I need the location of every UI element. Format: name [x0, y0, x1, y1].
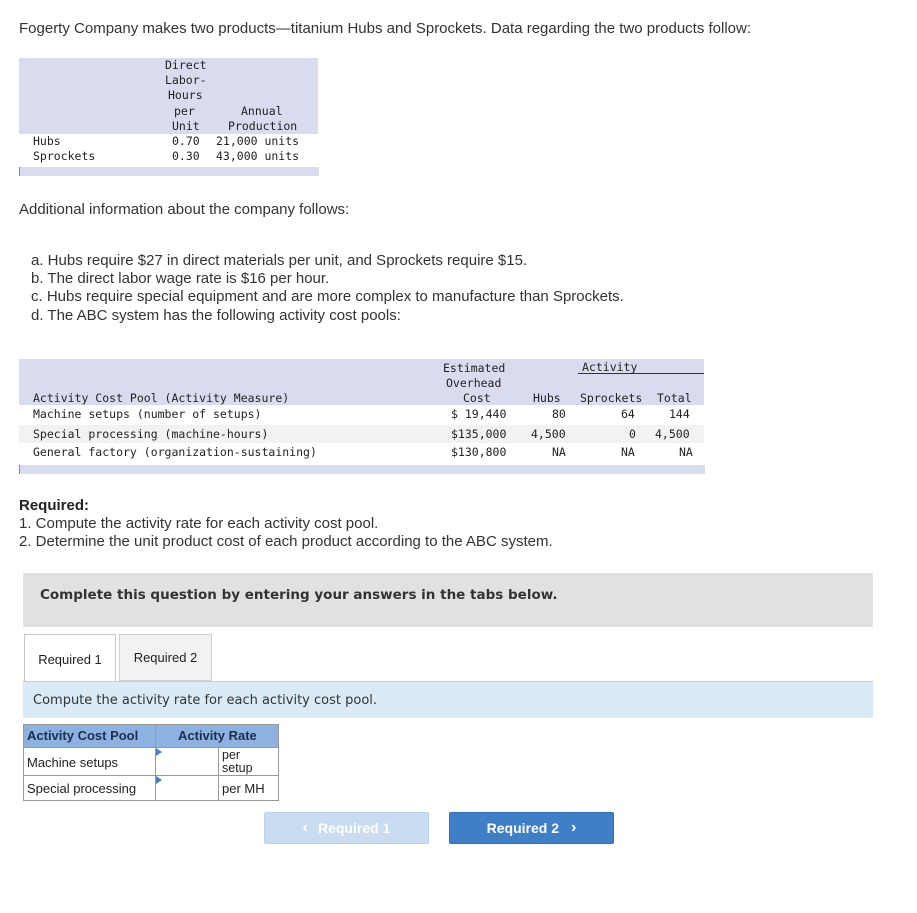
row-cost: $ 19,440: [451, 407, 507, 421]
table-footer-bar: [19, 465, 705, 474]
row-sprockets: 64: [621, 407, 635, 421]
activity-cost-pool-table: [19, 359, 704, 474]
unit-line-2: setup: [222, 761, 253, 775]
col-header-dlh-2: Labor-: [165, 73, 207, 87]
col-header-dlh-1: Direct: [165, 58, 207, 72]
intro-text: Fogerty Company makes two products—titanium Hubs and Sprockets. Data regarding the two products follow:: [19, 20, 752, 37]
info-item-c: c. Hubs require special equipment and are more complex to manufacture than Sprockets.: [31, 288, 624, 306]
machine-setups-rate-input[interactable]: [155, 747, 219, 776]
row-sprockets: NA: [621, 445, 635, 459]
row-cost: $135,000: [451, 427, 507, 441]
additional-info-heading: Additional information about the company follows:: [19, 201, 350, 218]
row-sprockets: 0: [629, 427, 636, 441]
row-pool: General factory (organization-sustaining): [33, 445, 317, 459]
next-button[interactable]: [449, 812, 614, 844]
chevron-left-icon: ‹: [302, 819, 308, 836]
col-header-dlh-3: Hours: [168, 88, 203, 102]
tab-required-1[interactable]: Required 1: [24, 634, 116, 683]
col-header-activity: Activity: [582, 360, 638, 374]
tab-instruction-panel: [23, 681, 873, 718]
info-item-a: a. Hubs require $27 in direct materials per unit, and Sprockets require $15.: [31, 252, 528, 269]
col-header-prod-2: Production: [228, 119, 298, 133]
row-total: 144: [669, 407, 690, 421]
answer-row-pool: Special processing: [23, 775, 156, 801]
answer-unit-mh: per MH: [218, 775, 279, 801]
next-button-label: Required 2: [486, 820, 560, 836]
product-data-table: [19, 58, 318, 176]
table-footer-bar: [19, 167, 319, 176]
prev-button-label: Required 1: [317, 820, 391, 836]
col-header-pool: Activity Cost Pool (Activity Measure): [33, 391, 290, 405]
col-header-sprockets: Sprockets: [580, 391, 643, 405]
col-header-hubs: Hubs: [533, 391, 561, 405]
col-header-dlh-5: Unit: [172, 119, 200, 133]
row-prod: 21,000 units: [216, 134, 300, 148]
input-flag-icon: [156, 748, 162, 756]
instruction-banner: [23, 573, 873, 627]
required-list: [19, 515, 553, 551]
answer-row-pool: Machine setups: [23, 747, 156, 776]
prev-button[interactable]: [264, 812, 429, 844]
row-dlh: 0.70: [172, 134, 200, 148]
row-pool: Machine setups (number of setups): [33, 407, 262, 421]
info-item-b: b. The direct labor wage rate is $16 per hour.: [31, 270, 330, 288]
chevron-right-icon: ›: [571, 819, 577, 836]
required-item-1: 1. Compute the activity rate for each activity cost pool.: [19, 515, 379, 532]
panel-text: Compute the activity rate for each activity cost pool.: [33, 693, 378, 708]
col-header-total: Total: [657, 391, 692, 405]
col-header-cost-2: Overhead: [446, 376, 502, 390]
row-hubs: 4,500: [531, 427, 566, 441]
instruction-text: Complete this question by entering your answers in the tabs below.: [40, 587, 558, 603]
answer-unit-setup: [218, 747, 279, 776]
tab-required-2[interactable]: Required 2: [119, 634, 212, 681]
col-header-prod-1: Annual: [241, 104, 283, 118]
row-hubs: 80: [552, 407, 566, 421]
row-name: Hubs: [33, 134, 61, 148]
required-heading: Required:: [19, 497, 90, 514]
row-total: 4,500: [655, 427, 690, 441]
answer-header-pool: Activity Cost Pool: [23, 724, 156, 748]
row-total: NA: [679, 445, 693, 459]
special-processing-rate-input[interactable]: [155, 775, 219, 801]
unit-line-1: per: [222, 748, 241, 762]
row-hubs: NA: [552, 445, 566, 459]
col-header-cost-1: Estimated: [443, 361, 506, 375]
col-header-cost-3: Cost: [463, 391, 491, 405]
input-flag-icon: [156, 776, 162, 784]
row-prod: 43,000 units: [216, 149, 300, 163]
required-item-2: 2. Determine the unit product cost of each product according to the ABC system.: [19, 533, 553, 551]
row-dlh: 0.30: [172, 149, 200, 163]
col-header-dlh-4: per: [174, 104, 195, 118]
row-cost: $130,800: [451, 445, 507, 459]
row-name: Sprockets: [33, 149, 96, 163]
row-pool: Special processing (machine-hours): [33, 427, 269, 441]
info-list: [31, 252, 624, 325]
answer-header-rate: Activity Rate: [155, 724, 279, 748]
info-item-d: d. The ABC system has the following activity cost pools:: [31, 306, 401, 324]
